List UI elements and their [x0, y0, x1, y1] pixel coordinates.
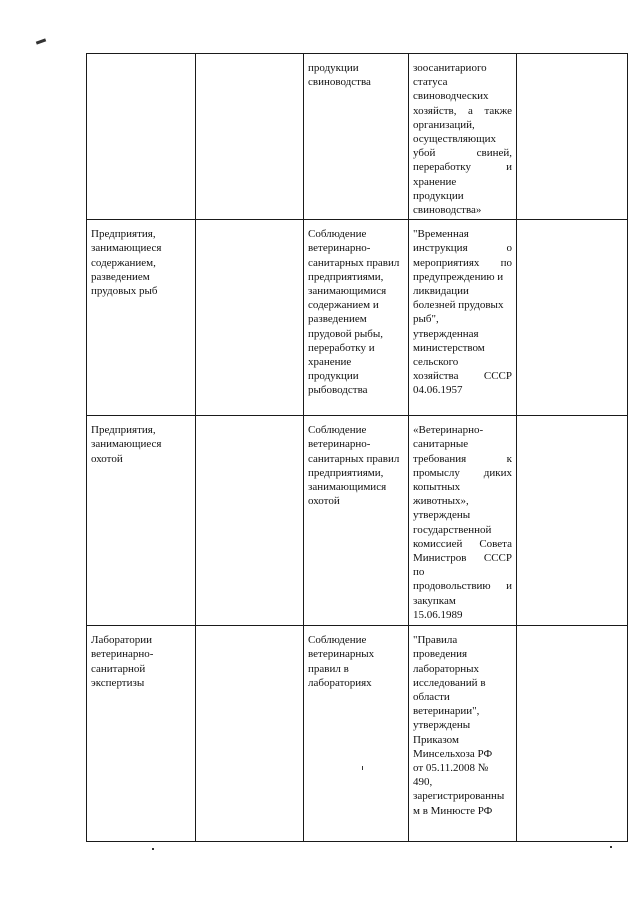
regulation-cell [409, 416, 517, 626]
requirement-line: правил в [308, 662, 349, 675]
regulation-word: и [506, 580, 512, 593]
regulation-word: хранение [413, 175, 457, 188]
object-type-line: экспертизы [91, 676, 145, 689]
regulation-line [413, 676, 512, 690]
regulation-line [413, 494, 512, 508]
regulation-line [413, 579, 512, 593]
regulation-word: СССР [483, 552, 512, 565]
regulation-word: свиноводства» [413, 204, 482, 217]
requirement-line: Соблюдение [308, 424, 367, 437]
requirement-cell [304, 220, 409, 416]
regulation-line [413, 104, 512, 118]
regulation-word: копытных [413, 481, 461, 494]
table-row [87, 626, 628, 842]
regulation-line [413, 690, 512, 704]
regulation-word: а [468, 104, 473, 117]
regulation-line [413, 761, 512, 775]
regulation-word: "Временная [413, 228, 469, 241]
regulation-line [413, 203, 512, 217]
regulation-line [413, 508, 512, 522]
requirement-cell [304, 54, 409, 220]
regulation-line [413, 175, 512, 189]
regulation-word: исследований в [413, 676, 486, 689]
requirement-line: ветеринарно- [308, 242, 371, 255]
object-type-line: содержанием, [91, 256, 156, 269]
regulation-line [413, 733, 512, 747]
object-type-cell [87, 220, 196, 416]
regulation-line [413, 256, 512, 270]
regulation-word: о [506, 242, 512, 255]
regulation-line [413, 452, 512, 466]
regulation-word: проведения [413, 648, 468, 661]
regulation-word: свиней, [476, 147, 512, 160]
object-type-cell [87, 416, 196, 626]
regulation-line [413, 227, 512, 241]
object-type-line: разведением [91, 270, 150, 283]
regulation-word: санитарные [413, 438, 469, 451]
regulation-word: хозяйств, [413, 104, 457, 117]
empty-cell [196, 54, 304, 220]
regulation-word: болезней прудовых [413, 299, 504, 312]
regulation-line [413, 118, 512, 132]
regulation-word: комиссией [413, 537, 463, 550]
regulation-cell [409, 54, 517, 220]
regulation-line [413, 355, 512, 369]
regulation-word: лабораторных [413, 662, 480, 675]
object-type-line: ветеринарно- [91, 648, 154, 661]
regulation-word: требования [413, 452, 467, 465]
regulation-word: зарегистрированны [413, 790, 505, 803]
regulation-word: 490, [413, 776, 433, 789]
regulation-line [413, 160, 512, 174]
regulation-word: утверждены [413, 509, 471, 522]
object-type-line: Предприятия, [91, 424, 156, 437]
object-type-line: занимающиеся [91, 242, 162, 255]
regulation-line [413, 718, 512, 732]
regulation-line [413, 647, 512, 661]
requirement-line: лабораториях [308, 676, 372, 689]
regulation-word: продовольствию [413, 580, 491, 593]
regulation-line [413, 662, 512, 676]
empty-cell [196, 416, 304, 626]
regulation-line [413, 594, 512, 608]
regulation-line [413, 775, 512, 789]
regulation-word: хозяйства [413, 370, 459, 383]
regulation-word: по [413, 566, 425, 579]
requirement-line: ветеринарно- [308, 438, 371, 451]
regulation-line [413, 480, 512, 494]
table-row [87, 416, 628, 626]
object-type-line: Предприятия, [91, 228, 156, 241]
regulation-line [413, 608, 512, 622]
requirement-line: санитарных правил [308, 256, 400, 269]
requirement-line: рыбоводства [308, 384, 368, 397]
requirement-line: хранение [308, 356, 352, 369]
regulation-line [413, 804, 512, 818]
requirement-line: санитарных правил [308, 452, 400, 465]
regulation-word: ликвидации [413, 285, 469, 298]
requirement-line: разведением [308, 313, 367, 326]
regulation-word: промыслу [413, 466, 460, 479]
regulation-word: переработку [413, 161, 471, 174]
requirement-line: прудовой рыбы, [308, 327, 384, 340]
regulation-line [413, 369, 512, 383]
empty-cell [517, 416, 628, 626]
regulation-word: 04.06.1957 [413, 384, 463, 397]
regulation-word: "Правила [413, 634, 458, 647]
regulation-word: Приказом [413, 733, 459, 746]
regulation-line [413, 551, 512, 565]
regulation-word: Совета [479, 537, 512, 550]
regulation-line [413, 327, 512, 341]
requirement-line: содержанием и [308, 299, 379, 312]
empty-cell [517, 220, 628, 416]
scan-dot [610, 846, 612, 848]
regulation-line [413, 298, 512, 312]
regulation-line [413, 189, 512, 203]
regulation-word: 15.06.1989 [413, 608, 463, 621]
requirement-line: занимающимися [308, 285, 387, 298]
regulation-cell [409, 626, 517, 842]
regulation-word: ветеринарии", [413, 705, 480, 718]
regulation-word: статуса [413, 76, 448, 89]
regulation-line [413, 537, 512, 551]
empty-cell [517, 626, 628, 842]
regulation-word: организаций, [413, 118, 475, 131]
regulation-word: предупреждению и [413, 270, 504, 283]
regulation-word: к [506, 452, 512, 465]
requirement-cell [304, 416, 409, 626]
regulation-line [413, 789, 512, 803]
regulation-line [413, 633, 512, 647]
requirement-line: Соблюдение [308, 634, 367, 647]
empty-cell [196, 626, 304, 842]
regulation-line [413, 270, 512, 284]
regulation-word: «Ветеринарно- [413, 424, 484, 437]
regulation-word: СССР [483, 370, 512, 383]
object-type-cell [87, 626, 196, 842]
regulation-line [413, 146, 512, 160]
regulation-line [413, 89, 512, 103]
regulation-line [413, 75, 512, 89]
regulation-line [413, 565, 512, 579]
regulation-word: также [484, 104, 512, 117]
regulation-word: и [506, 161, 512, 174]
requirement-line: переработку и [308, 341, 375, 354]
object-type-line: санитарной [91, 662, 146, 675]
regulation-word: зоосанитариого [413, 62, 487, 74]
regulation-line [413, 383, 512, 397]
object-type-line: занимающиеся [91, 438, 162, 451]
regulation-line [413, 341, 512, 355]
regulation-word: министерством [413, 341, 485, 354]
regulation-word: диких [483, 466, 512, 479]
regulation-line [413, 423, 512, 437]
regulation-line [413, 523, 512, 537]
scan-dot [152, 848, 154, 850]
regulation-line [413, 312, 512, 326]
regulation-word: от 05.11.2008 № [413, 762, 489, 775]
requirement-line: занимающимися [308, 481, 387, 494]
object-type-line: прудовых рыб [91, 285, 158, 298]
regulation-word: животных», [413, 495, 469, 508]
object-type-line: Лаборатории [91, 634, 152, 647]
regulation-word: государственной [413, 523, 492, 536]
regulation-word: свиноводческих [413, 90, 489, 103]
regulation-word: мероприятиях [413, 256, 480, 269]
regulation-line [413, 704, 512, 718]
regulation-word: продукции [413, 189, 464, 202]
regulation-word: утверждены [413, 719, 471, 732]
regulation-line [413, 284, 512, 298]
requirement-line: предприятиями, [308, 270, 384, 283]
regulation-table [86, 53, 628, 842]
scan-mark [36, 38, 46, 44]
regulation-line [413, 241, 512, 255]
requirement-line: охотой [308, 495, 340, 508]
empty-cell [517, 54, 628, 220]
regulation-word: сельского [413, 356, 459, 369]
regulation-cell [409, 220, 517, 416]
regulation-word: Министров [413, 552, 467, 565]
regulation-word: м в Минюсте РФ [413, 804, 493, 817]
table-row [87, 54, 628, 220]
object-type-cell [87, 54, 196, 220]
regulation-word: закупкам [413, 594, 456, 607]
requirement-line: продукции [308, 370, 359, 383]
regulation-word: Минсельхоза РФ [413, 747, 493, 760]
requirement-line: продукции [308, 62, 359, 74]
regulation-word: убой [413, 147, 436, 160]
object-type-line: охотой [91, 452, 123, 465]
regulation-line [413, 747, 512, 761]
regulation-word: утвержденная [413, 327, 479, 340]
regulation-word: инструкция [413, 242, 468, 255]
regulation-line [413, 132, 512, 146]
empty-cell [196, 220, 304, 416]
regulation-line [413, 61, 512, 75]
regulation-line [413, 437, 512, 451]
requirement-line: Соблюдение [308, 228, 367, 241]
regulation-line [413, 466, 512, 480]
regulation-word: области [413, 691, 450, 704]
table-row [87, 220, 628, 416]
requirement-line: свиноводства [308, 76, 371, 89]
requirement-line: предприятиями, [308, 466, 384, 479]
requirement-line: ветеринарных [308, 648, 375, 661]
regulation-word: осуществляющих [413, 133, 496, 146]
regulation-word: по [500, 256, 512, 269]
requirement-cell [304, 626, 409, 842]
regulation-word: рыб", [413, 313, 439, 326]
